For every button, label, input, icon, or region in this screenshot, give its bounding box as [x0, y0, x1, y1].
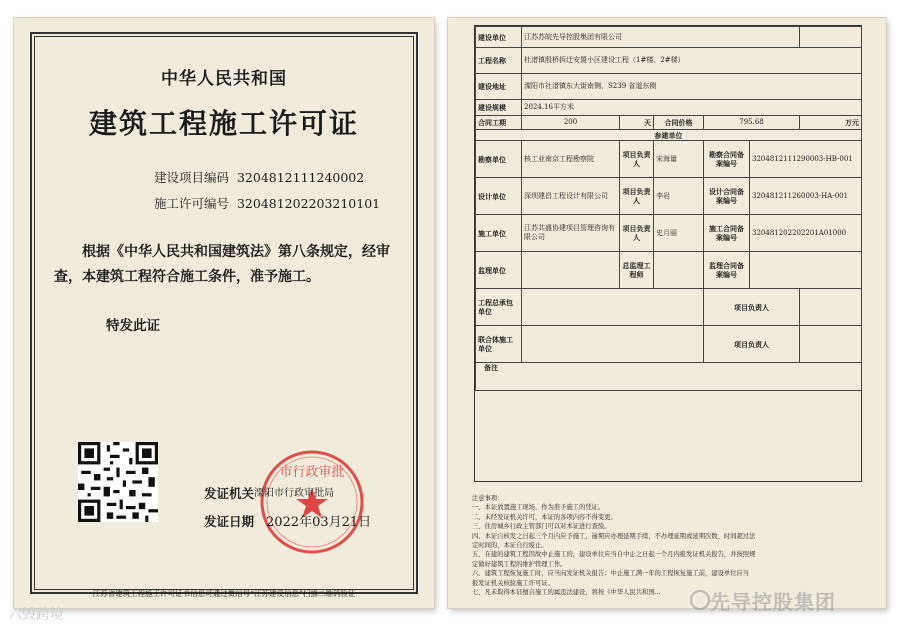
- survey-name: 核工业南京工程勘察院: [522, 141, 620, 178]
- design-contract-label: 设计合同备案编号: [704, 178, 750, 215]
- note-line: 定时间的，本证自行废止。: [472, 542, 548, 550]
- verification-footer: 江苏省建筑工程施工许可证书信息可通过微信号“江苏建设信息”扫描二维码验证: [92, 589, 356, 598]
- watermark-right: 先导控股集团: [710, 590, 836, 614]
- construction-lead: 史月丽: [654, 215, 704, 252]
- table-row: [476, 141, 862, 178]
- supervision-label: 监理单位: [476, 252, 522, 289]
- note-line: 一、本证放置施工现场，作为准予施工的凭证。: [472, 504, 605, 512]
- survey-contract-label: 勘察合同备案编号: [704, 141, 750, 178]
- table-row: [476, 130, 862, 141]
- design-name: 深圳建昌工程设计有限公司: [522, 178, 620, 215]
- address-value: 溧阳市社渚镇东大街南侧、S239 省道东侧: [522, 74, 862, 100]
- general-lead-label: 项目负责人: [704, 289, 800, 326]
- country-name: 中华人民共和国: [161, 69, 287, 89]
- permit-details-page: [448, 18, 886, 608]
- construction-contract: 320481202202201A01000: [750, 215, 862, 252]
- wechat-icon: [690, 590, 710, 610]
- consortium-lead: [800, 326, 862, 363]
- owner-value: 江苏苏皖先导控股集团有限公司: [522, 27, 800, 48]
- project-code-line: [154, 168, 364, 186]
- note-line: 定做好建筑工程的维护管理工作。: [472, 560, 567, 568]
- notes-title: 注意事项：: [472, 495, 504, 502]
- issue-date-label: 发证日期: [204, 514, 255, 529]
- note-line: 六、建筑工程恢复施工时，应当向发证机关报告；中止施工满一年的工程恢复施工前，建设单位应当: [472, 570, 750, 578]
- table-row: [476, 252, 862, 289]
- construction-label: 施工单位: [476, 215, 522, 252]
- table-row: [476, 100, 862, 116]
- watermark-left: 六毁跨境: [8, 607, 64, 623]
- supervision-name: [522, 252, 620, 289]
- participants-header: 参建单位: [476, 130, 862, 141]
- official-seal-icon: [256, 446, 368, 558]
- construction-name: 江苏共盛协建项目管理咨询有限公司: [522, 215, 620, 252]
- table-row: [476, 215, 862, 252]
- construction-lead-label: 项目负责人: [620, 215, 654, 252]
- note-line: 二、未经发证机关许可，本证的各项内容不得变更。: [472, 513, 617, 521]
- blank-cell: [800, 27, 862, 48]
- scale-value: 2024.16平方米: [522, 100, 862, 116]
- remarks-label: 备注: [476, 363, 862, 391]
- design-contract: 320481211260003-HA-001: [750, 178, 862, 215]
- permit-cover-page: [14, 18, 434, 608]
- price-label: 合同价格: [654, 116, 704, 130]
- note-line: 五、在建的建筑工程因故中止施工的，建设单位应当自中止之日起一个月内报发证机关报告，并按照规: [472, 551, 756, 559]
- consortium-label: 联合体施工单位: [476, 326, 522, 363]
- price-value: 795.68: [704, 116, 800, 130]
- table-row: [476, 116, 862, 130]
- table-row: [476, 326, 862, 363]
- table-row: [476, 48, 862, 74]
- survey-contract: 320481211129000​3-HB-001: [750, 141, 862, 178]
- special-issue-text: 特发此证: [106, 318, 160, 334]
- project-code-value: 320481211124000​2: [236, 170, 365, 185]
- details-table-frame: [474, 25, 862, 482]
- period-label: 合同工期: [476, 116, 522, 130]
- supervision-contract-label: 监理合同备案编号: [704, 252, 750, 289]
- survey-lead: 宋海量: [654, 141, 704, 178]
- svg-text:市行政审批: 市行政审批: [279, 465, 345, 480]
- project-name-value: 杜渚镇殷桥拆迁安置小区建设工程（1#楼、2#楼）: [522, 48, 862, 74]
- project-name-label: 工程名称: [476, 48, 522, 74]
- supervision-lead: [654, 252, 704, 289]
- general-contractor-label: 工程总承包单位: [476, 289, 522, 326]
- table-row: [476, 289, 862, 326]
- consortium-lead-label: 项目负责人: [704, 326, 800, 363]
- price-unit: 万元: [800, 116, 862, 130]
- period-unit: 天: [620, 116, 654, 130]
- issue-date-value: 2022年03月21日: [266, 515, 372, 530]
- survey-lead-label: 项目负责人: [620, 141, 654, 178]
- supervision-lead-label: 总监理工程师: [620, 252, 654, 289]
- table-row: [476, 363, 862, 391]
- survey-label: 勘察单位: [476, 141, 522, 178]
- owner-label: 建设单位: [476, 27, 522, 48]
- note-line: 四、本证自核发之日起三个月内应予施工，逾期应办理延期手续，不办理延期或延期次数、时间超过法: [472, 532, 756, 540]
- table-row: [476, 74, 862, 100]
- supervision-contract: [750, 252, 862, 289]
- design-lead: 李岩: [654, 178, 704, 215]
- project-code-label: 建设项目编码: [154, 170, 230, 185]
- table-row: [476, 27, 862, 48]
- permit-number-value: 320481202203210101: [236, 196, 381, 211]
- general-lead: [800, 289, 862, 326]
- issuer-value: 溧阳市行政审批局: [254, 488, 334, 499]
- note-line: 三、住房城乡行政主管部门可以对本证进行查验。: [472, 523, 611, 531]
- permit-body-text: 根据《中华人民共和国建筑法》第八条规定，经审查，本建筑工程符合施工条件，准予施工。: [54, 244, 390, 285]
- period-value: 200: [522, 116, 620, 130]
- construction-contract-label: 施工合同备案编号: [704, 215, 750, 252]
- general-contractor-name: [522, 289, 704, 326]
- design-lead-label: 项目负责人: [620, 178, 654, 215]
- qr-code: [78, 442, 158, 522]
- table-row: [476, 178, 862, 215]
- address-label: 建设地址: [476, 74, 522, 100]
- permit-title: 建筑工程施工许可证: [88, 107, 359, 140]
- design-label: 设计单位: [476, 178, 522, 215]
- details-table: [475, 26, 862, 391]
- scale-label: 建设规模: [476, 100, 522, 116]
- note-line: 报发证机关核验施工许可证。: [472, 579, 554, 587]
- permit-number-line: [154, 194, 380, 212]
- permit-number-label: 施工许可编号: [154, 196, 230, 211]
- notes-block: [472, 494, 868, 597]
- issuer-label: 发证机关: [204, 486, 255, 501]
- consortium-name: [522, 326, 704, 363]
- note-line: 七、凡未取得本证擅自施工的属违法建设，将按《中华人民共和国...: [472, 589, 661, 597]
